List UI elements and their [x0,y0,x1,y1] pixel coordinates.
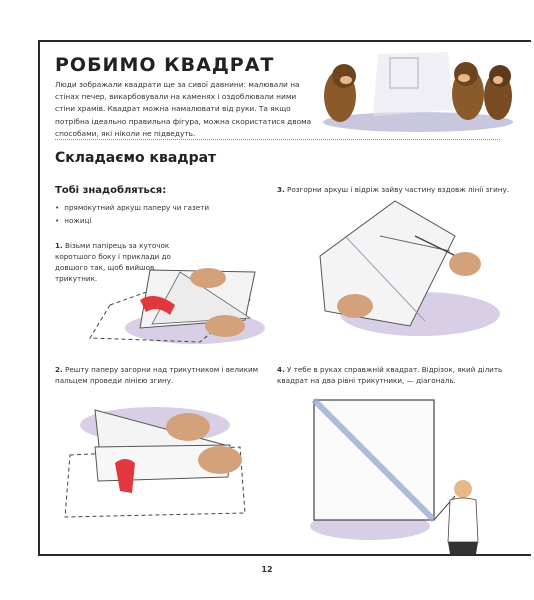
step-number: 3. [277,185,285,194]
step-text: Розгорни аркуш і відріж зайву частину вздовж лінії згину. [287,185,510,194]
step-2 [55,364,265,386]
step-number: 2. [55,365,63,374]
needs-list [55,201,209,227]
page-number: 12 [261,565,273,574]
needs-heading: Тобі знадобляться: [55,185,167,196]
step-number: 4. [277,365,285,374]
step-text: Візьми папірець за куточок коротшого боку і приклади до довшого так, щоб вийшов трикутник. [55,241,171,283]
step-4 [277,364,517,386]
intro-paragraph: Люди зображали квадрати ще за сивої давнини: малювали на стінах печер, викарбовували на каменях і оздоблювали ними стіни храмів. Квадрат можна намалювати від руки. Та якщо потрібна ідеально правильна фігура, можна скористатися двома способами, які ніколи не підведуть. [55,80,312,138]
step-2-illustration [60,385,260,525]
step-text: Решту паперу загорни над трикутником і великим пальцем проведи лінією згину. [55,365,259,385]
cavemen-illustration [318,50,518,134]
needs-item: • ножиці [55,214,209,227]
step-number: 1. [55,241,63,250]
section-subtitle: Складаємо квадрат [55,150,217,166]
step-3 [277,184,517,195]
needs-item: • прямокутний аркуш паперу чи газети [55,201,209,214]
step-text: У тебе в руках справжній квадрат. Відрізок, який ділить квадрат на два рівні трикутники, — діагональ. [277,365,503,385]
step-3-illustration [300,196,500,346]
step-4-illustration [300,396,530,556]
page-title: РОБИМО КВАДРАТ [55,54,275,76]
section-divider [55,139,500,140]
step-1-illustration [80,250,270,350]
